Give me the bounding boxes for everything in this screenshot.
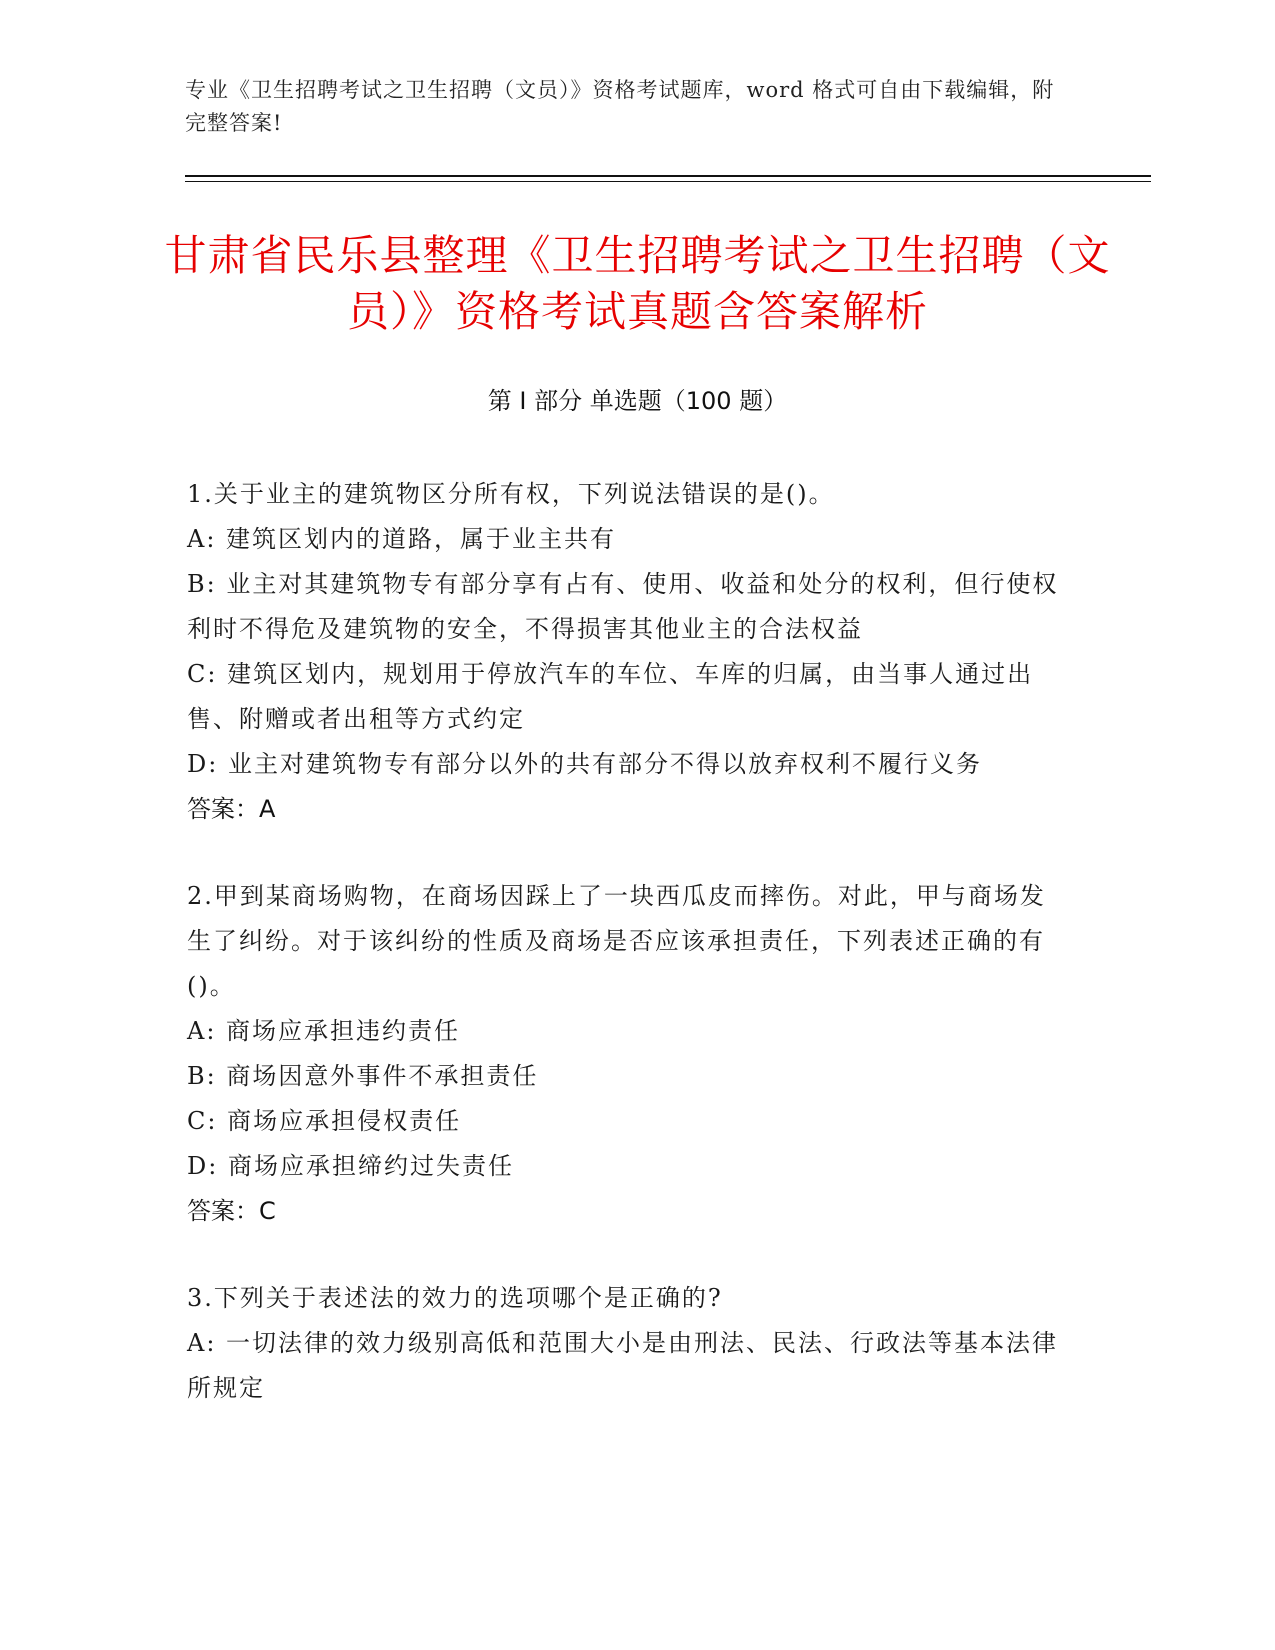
answer-label: 答案：A [187, 795, 276, 823]
option-d: D: 商场应承担缔约过失责任 [187, 1152, 514, 1180]
header-divider-thick [185, 175, 1151, 177]
section-title: 第 I 部分 单选题（100 题） [487, 387, 788, 415]
question-1 [187, 472, 1067, 832]
option-b: B: 商场因意外事件不承担责任 [187, 1062, 539, 1090]
answer-label: 答案：C [187, 1197, 276, 1225]
option-b: B: 业主对其建筑物专有部分享有占有、使用、收益和处分的权利，但行使权利时不得危及建筑物的安全，不得损害其他业主的合法权益 [187, 570, 1059, 643]
question-stem: 2.甲到某商场购物，在商场因踩上了一块西瓜皮而摔伤。对此，甲与商场发生了纠纷。对于该纠纷的性质及商场是否应该承担责任，下列表述正确的有()。 [187, 882, 1046, 1000]
header-note: 专业《卫生招聘考试之卫生招聘（文员）》资格考试题库，word 格式可自由下载编辑，附完整答案! [185, 78, 1055, 135]
option-d: D: 业主对建筑物专有部分以外的共有部分不得以放弃权利不履行义务 [187, 750, 982, 778]
option-a: A: 建筑区划内的道路，属于业主共有 [187, 525, 617, 553]
option-a: A: 一切法律的效力级别高低和范围大小是由刑法、民法、行政法等基本法律所规定 [187, 1329, 1059, 1402]
question-stem: 1.关于业主的建筑物区分所有权，下列说法错误的是()。 [187, 480, 835, 508]
question-3 [187, 1276, 1067, 1411]
question-stem: 3.下列关于表述法的效力的选项哪个是正确的? [187, 1284, 723, 1312]
option-a: A: 商场应承担违约责任 [187, 1017, 461, 1045]
option-c: C: 商场应承担侵权责任 [187, 1107, 462, 1135]
document-title: 甘肃省民乐县整理《卫生招聘考试之卫生招聘（文员）》资格考试真题含答案解析 [164, 231, 1111, 336]
question-2 [187, 874, 1067, 1234]
header-divider-thin [185, 181, 1151, 182]
option-c: C: 建筑区划内，规划用于停放汽车的车位、车库的归属，由当事人通过出售、附赠或者出租等方式约定 [187, 660, 1034, 733]
question-list [187, 472, 1067, 1453]
